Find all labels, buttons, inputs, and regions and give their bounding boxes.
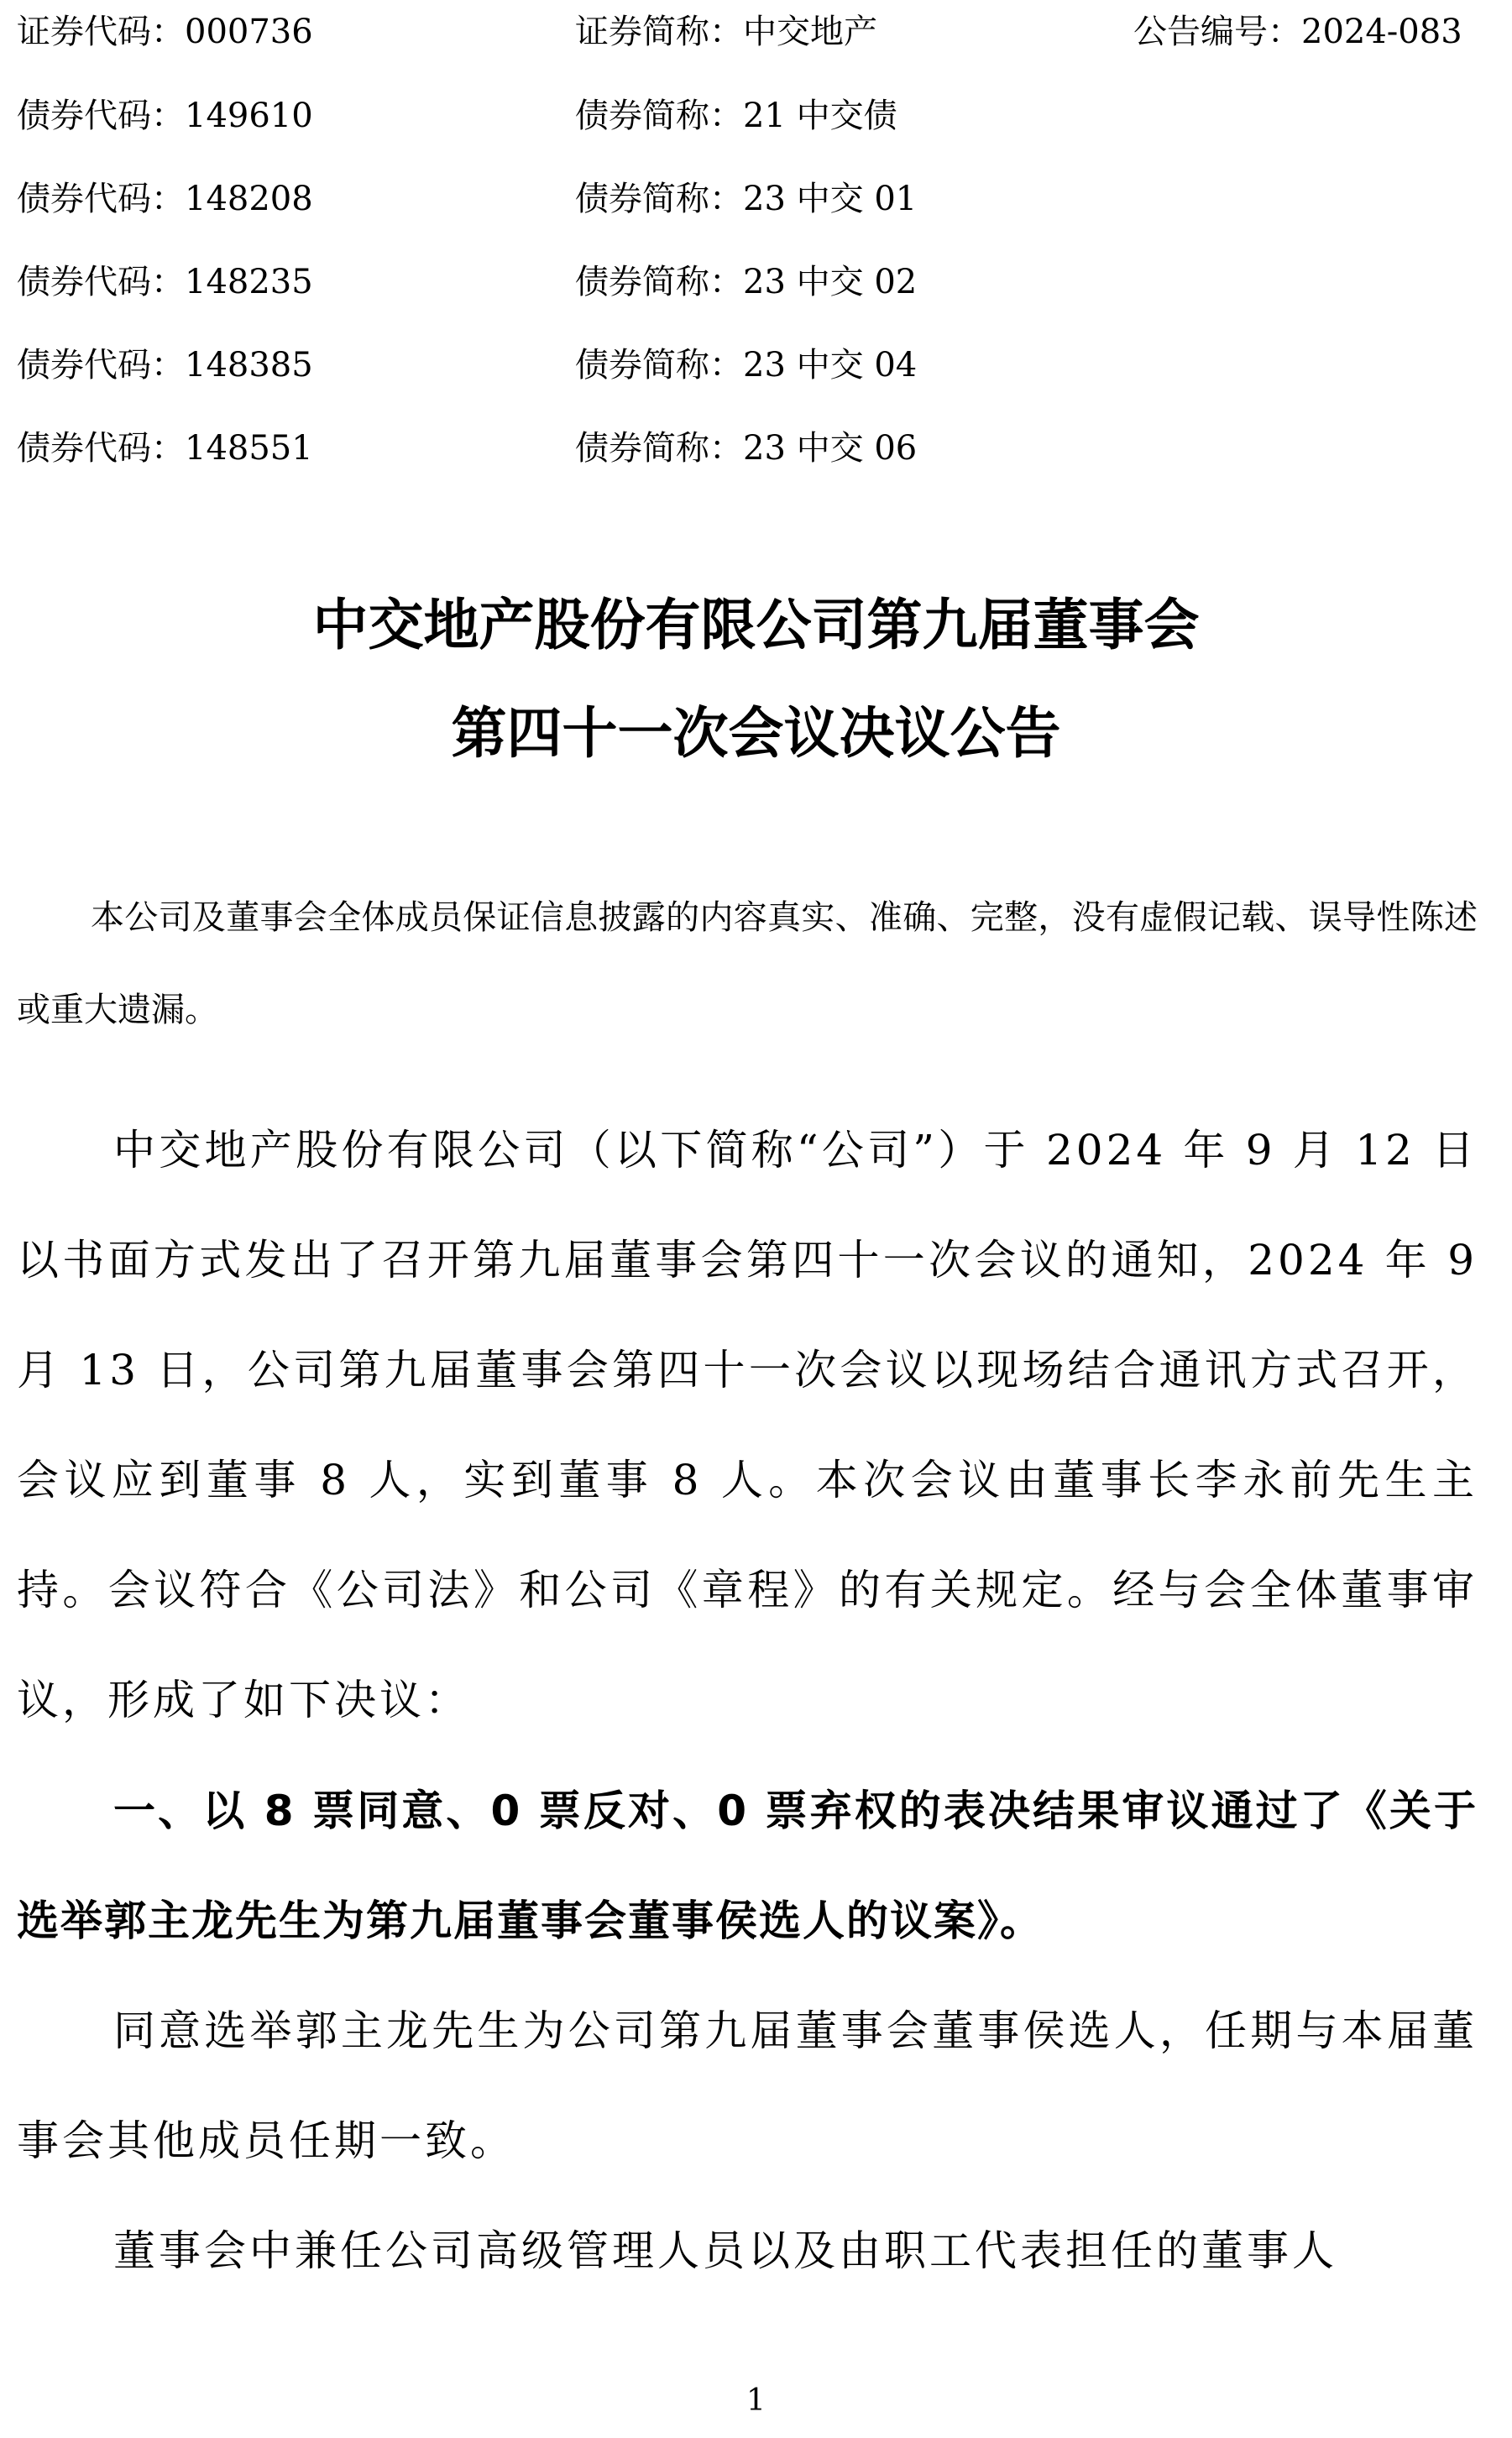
bond-short-name: 债券简称：23 中交 06 (575, 429, 918, 468)
bond-code: 债券代码：148551 (17, 429, 313, 468)
document-title-line-2: 第四十一次会议决议公告 (451, 701, 1061, 766)
resolution-1-detail: 同意选举郭主龙先生为公司第九届董事会董事侯选人，任期与本届董事会其他成员任期一致。 (17, 2006, 1478, 2165)
bond-short-name: 债券简称：21 中交债 (575, 97, 897, 135)
bond-code: 债券代码：148208 (17, 180, 313, 218)
header-row-bond (17, 340, 1478, 390)
announcement-number: 公告编号：2024-083 (1133, 13, 1462, 51)
bond-short-name: 债券简称：23 中交 01 (575, 180, 918, 218)
resolution-1-heading: 一、以 8 票同意、0 票反对、0 票弃权的表决结果审议通过了《关于选举郭主龙先生为第九届董事会董事侯选人的议案》。 (17, 1787, 1478, 1945)
header-row-bond (17, 91, 1478, 141)
bond-code: 债券代码：149610 (17, 97, 313, 135)
board-statement: 本公司及董事会全体成员保证信息披露的内容真实、准确、完整，没有虚假记载、误导性陈述或重大遗漏。 (17, 898, 1478, 1029)
bond-code: 债券代码：148385 (17, 346, 313, 385)
page-number: 1 (746, 2383, 766, 2418)
bond-short-name: 债券简称：23 中交 04 (575, 346, 918, 385)
header-row-stock (17, 7, 1478, 57)
continuation-paragraph: 董事会中兼任公司高级管理人员以及由职工代表担任的董事人 (113, 2226, 1337, 2275)
stock-code: 证券代码：000736 (17, 13, 313, 51)
meeting-intro-paragraph: 中交地产股份有限公司（以下简称“公司”）于 2024 年 9 月 12 日以书面方式发出了召开第九届董事会第四十一次会议的通知，2024 年 9 月 13 日，公司第九届董事会第四十一次会议以现场结合通讯方式召开，会议应到董事 8 人，实到董事 8 人。本次会议由董事长李永前先生主持。会议符合《公司法》和公司《章程》的有关规定。经与会全体董事审议，形成了如下决议： (17, 1126, 1478, 1724)
header-row-bond (17, 423, 1478, 473)
header-row-bond (17, 257, 1478, 307)
header-row-bond (17, 174, 1478, 224)
bond-code: 债券代码：148235 (17, 263, 313, 301)
bond-short-name: 债券简称：23 中交 02 (575, 263, 918, 301)
document-title-line-1: 中交地产股份有限公司第九届董事会 (312, 593, 1200, 657)
stock-short-name: 证券简称：中交地产 (575, 13, 877, 51)
